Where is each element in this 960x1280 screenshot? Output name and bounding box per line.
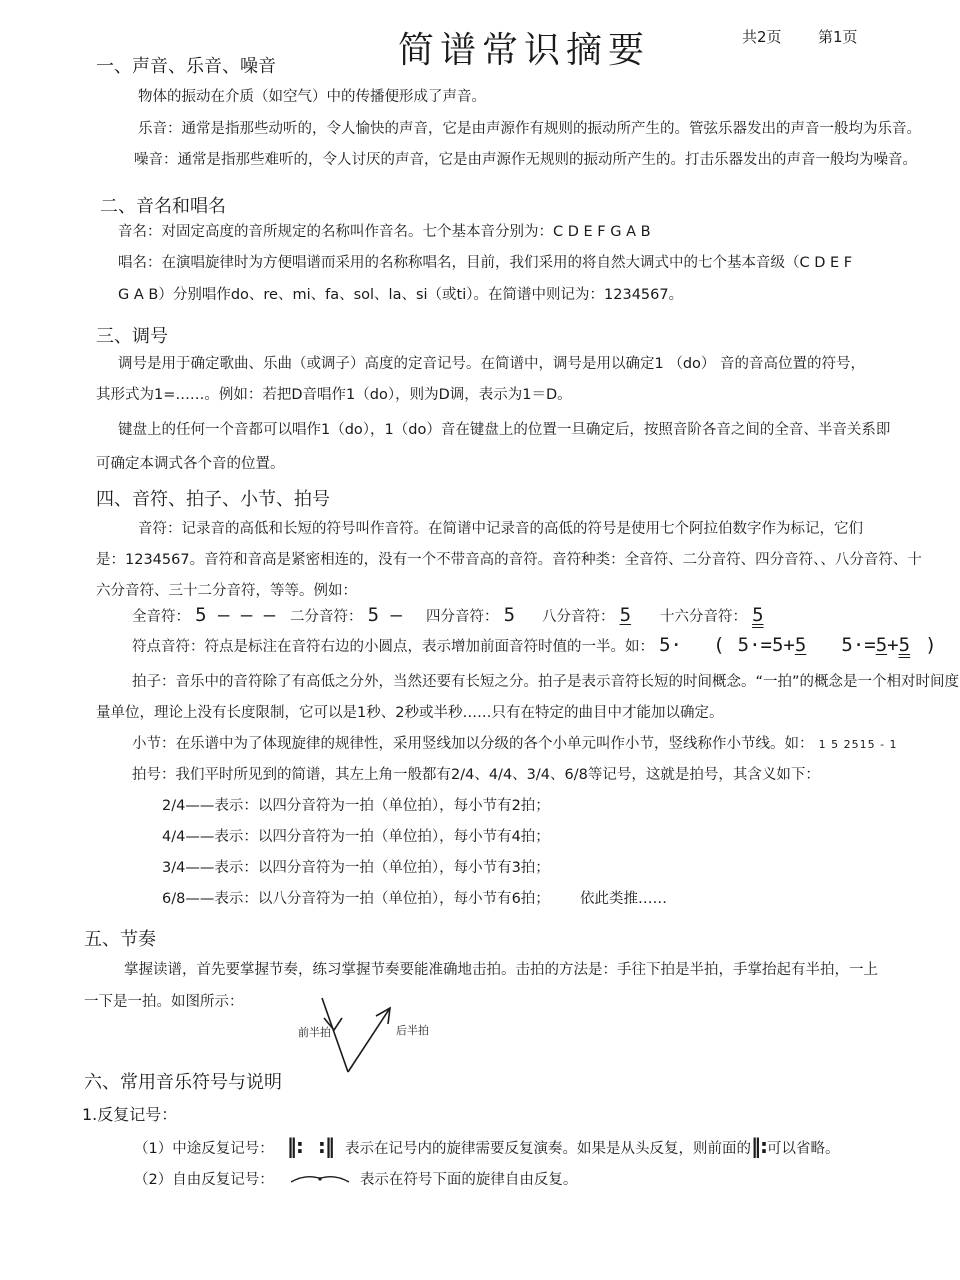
s2-paragraph-1: 音名：对固定高度的音所规定的名称叫作音名。七个基本音分别为：C D E F G A B: [118, 224, 651, 240]
time-signature-etc: 依此类推……: [580, 891, 667, 907]
up-stroke-line: [348, 1008, 390, 1072]
s3-paragraph-1b: 其形式为1=……。例如：若把D音唱作1（do），则为D调，表示为1＝D。: [96, 387, 572, 403]
eighth-note-example: [542, 604, 631, 626]
bar-line: [132, 732, 898, 753]
sixteenth-note-label: 十六分音符：: [660, 609, 747, 625]
dotted-paren-open: (: [713, 634, 725, 656]
whole-note-example: [132, 604, 275, 626]
dotted-paren-close: ): [925, 634, 937, 656]
repeat-item-1-tail: 可以省略。: [767, 1141, 840, 1157]
section-2-heading: 二、音名和唱名: [100, 196, 226, 217]
repeat-start-sign-small-icon: ‖:: [751, 1134, 768, 1158]
diagram-label-first-half: 前半拍: [298, 1026, 331, 1039]
s3-paragraph-2a: 键盘上的任何一个音都可以唱作1（do），1（do）音在键盘上的位置一旦确定后，按照音阶各音之间的全音、半音关系即: [118, 422, 891, 438]
s4-paragraph-1a: 音符：记录音的高低和长短的符号叫作音符。在简谱中记录音的高低的符号是使用七个阿拉伯数字作为标记，它们: [138, 521, 863, 537]
s2-paragraph-2b: G A B）分别唱作do、re、mi、fa、sol、la、si（或ti）。在简谱中则记为：1234567。: [118, 287, 684, 303]
page-number: 第1页: [818, 28, 858, 46]
dotted-equation-2-eighth-a: 5: [875, 634, 888, 656]
dotted-equation-2: 5·=: [841, 634, 876, 656]
time-signature-3-4: 3/4——表示：以四分音符为一拍（单位拍），每小节有3拍；: [162, 860, 550, 876]
dotted-note-example: 5·: [659, 634, 682, 656]
beat-paragraph-a: 拍子：音乐中的音符除了有高低之分外，当然还要有长短之分。拍子是表示音符长短的时间概念。“一拍”的概念是一个相对时间度: [132, 674, 960, 690]
s4-paragraph-1c: 六分音符、三十二分音符，等等。例如：: [96, 583, 357, 599]
half-note-label: 二分音符：: [290, 609, 363, 625]
page-title: 简谱常识摘要: [398, 30, 651, 71]
repeat-item-2-text: 表示在符号下面的旋律自由反复。: [359, 1172, 578, 1188]
bar-example: 1 5 2515 - 1: [818, 738, 898, 751]
repeat-signs-subheading: 1.反复记号：: [82, 1105, 178, 1124]
s1-paragraph-3: 噪音：通常是指那些难听的，令人讨厌的声音，它是由声源作无规则的振动所产生的。打击乐器发出的声音一般均为噪音。: [134, 152, 917, 168]
diagram-label-second-half: 后半拍: [396, 1024, 429, 1037]
s4-paragraph-1b: 是：1234567。音符和音高是紧密相连的，没有一个不带音高的音符。音符种类：全音符、二分音符、四分音符、、八分音符、十: [96, 552, 922, 568]
dotted-note-text: 符点音符：符点是标注在音符右边的小圆点，表示增加前面音符时值的一半。如：: [132, 639, 654, 655]
dotted-note-line: [132, 634, 937, 656]
s3-paragraph-1a: 调号是用于确定歌曲、乐曲（或调子）高度的定音记号。在简谱中，调号是用以确定1 （do） 音的音高位置的符号，: [118, 356, 866, 372]
whole-note-value: 5 — — —: [195, 604, 276, 626]
section-3-heading: 三、调号: [96, 326, 168, 347]
quarter-note-label: 四分音符：: [426, 609, 499, 625]
time-signature-paragraph: 拍号：我们平时所见到的简谱，其左上角一般都有2/4、4/4、3/4、6/8等记号，这就是拍号，其含义如下：: [132, 767, 820, 783]
time-signature-6-8: 6/8——表示：以八分音符为一拍（单位拍），每小节有6拍；: [162, 891, 550, 907]
section-5-heading: 五、节奏: [84, 929, 156, 950]
sixteenth-note-value: 5: [752, 604, 764, 626]
repeat-start-sign-icon: ‖:: [286, 1134, 303, 1158]
half-note-example: [290, 604, 402, 626]
s1-paragraph-2: 乐音：通常是指那些动听的，令人愉快的声音，它是由声源作有规则的振动所产生的。管弦乐器发出的声音一般均为乐音。: [138, 121, 921, 137]
section-1-heading: 一、声音、乐音、噪音: [96, 56, 276, 77]
repeat-item-2-label: （2）自由反复记号：: [134, 1172, 274, 1188]
half-note-value: 5 —: [367, 604, 402, 626]
s5-paragraph-1a: 掌握读谱，首先要掌握节奏，练习掌握节奏要能准确地击拍。击拍的方法是：手往下拍是半拍，手掌抬起有半拍，一上: [124, 962, 878, 978]
dotted-equation-1: 5·=5+: [737, 634, 795, 656]
repeat-item-1-text: 表示在记号内的旋律需要反复演奏。如果是从头反复，则前面的: [345, 1141, 752, 1157]
s3-paragraph-2b: 可确定本调式各个音的位置。: [96, 456, 285, 472]
eighth-note-value: 5: [619, 604, 632, 626]
beat-paragraph-b: 量单位，理论上没有长度限制，它可以是1秒、2秒或半秒……只有在特定的曲目中才能加以确定。: [96, 705, 724, 721]
s2-paragraph-2a: 唱名：在演唱旋律时为方便唱谱而采用的名称称唱名，目前，我们采用的将自然大调式中的七个基本音级（C D E F: [118, 255, 853, 271]
repeat-end-sign-icon: :‖: [317, 1134, 334, 1158]
dotted-equation-2-sixteenth: 5: [898, 634, 911, 656]
section-6-heading: 六、常用音乐符号与说明: [84, 1072, 282, 1093]
dotted-equation-2-plus: +: [887, 634, 899, 656]
quarter-note-example: [426, 604, 515, 626]
s1-paragraph-1: 物体的振动在介质（如空气）中的传播便形成了声音。: [138, 89, 486, 105]
bar-paragraph: 小节：在乐谱中为了体现旋律的规律性，采用竖线加以分级的各个小单元叫作小节，竖线称作小节线。如：: [132, 736, 814, 752]
whole-note-label: 全音符：: [132, 609, 190, 625]
s5-paragraph-1b: 一下是一拍。如图所示：: [84, 994, 244, 1010]
time-signature-4-4: 4/4——表示：以四分音符为一拍（单位拍），每小节有4拍；: [162, 829, 550, 845]
quarter-note-value: 5: [503, 604, 516, 626]
dotted-equation-1-eighth: 5: [794, 634, 807, 656]
sixteenth-note-example: [660, 604, 764, 626]
repeat-item-2: [134, 1168, 577, 1189]
free-repeat-sign-icon: [289, 1172, 353, 1188]
repeat-item-1: [134, 1134, 840, 1158]
eighth-note-label: 八分音符：: [542, 609, 615, 625]
section-4-heading: 四、音符、拍子、小节、拍号: [96, 489, 330, 510]
time-signature-2-4: 2/4——表示：以四分音符为一拍（单位拍），每小节有2拍；: [162, 798, 550, 814]
repeat-item-1-label: （1）中途反复记号：: [134, 1141, 274, 1157]
total-pages: 共2页: [742, 28, 782, 46]
